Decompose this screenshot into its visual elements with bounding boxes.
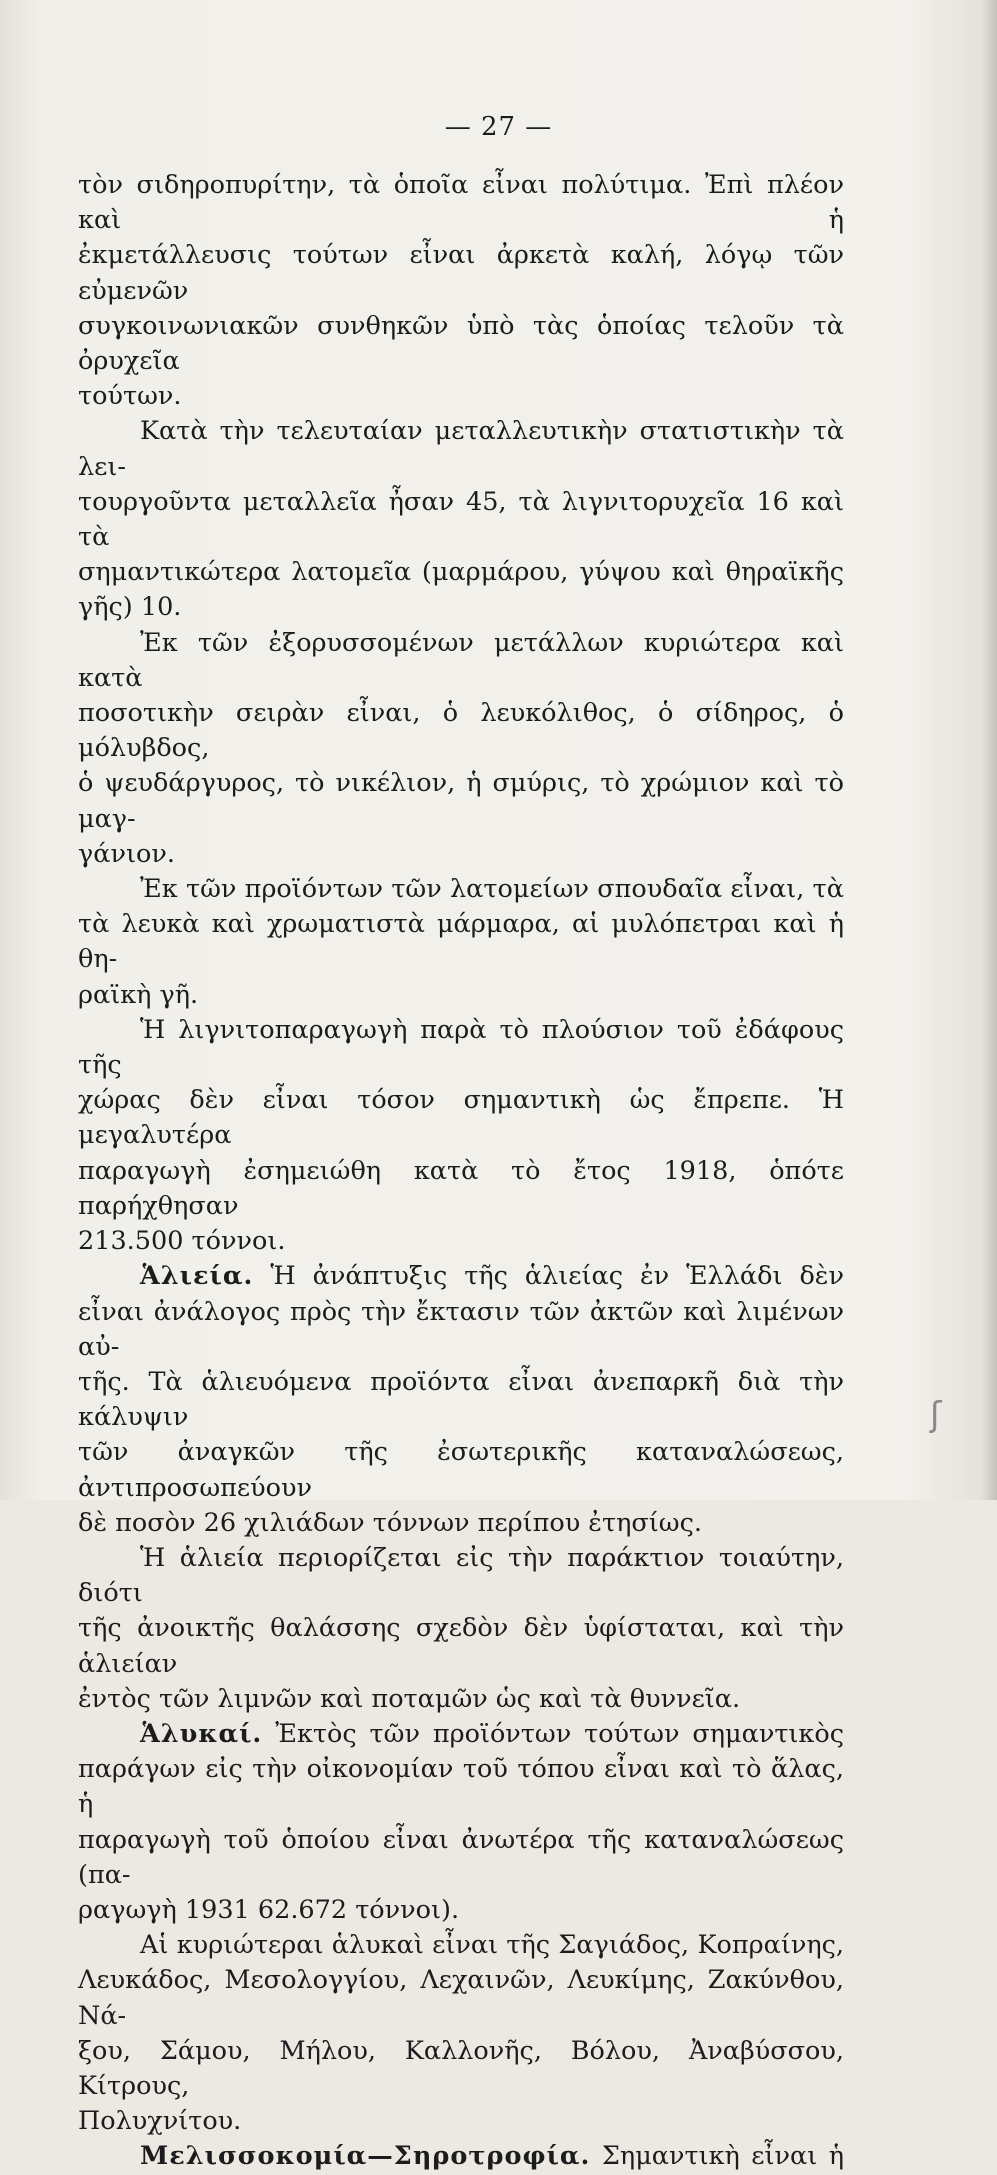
text-line: ποσοτικὴν σειρὰν εἶναι, ὁ λευκόλιθος, ὁ σίδηρος, ὁ μόλυβδος,	[78, 698, 844, 764]
text-line: Ἁλιεία. Ἡ ἀνάπτυξις τῆς ἁλιείας ἐν Ἑλλάδι δὲν	[140, 1261, 844, 1292]
text-line: σημαντικώτερα λατομεῖα (μαρμάρου, γύψου καὶ θηραϊκῆς	[78, 557, 844, 588]
text-line: ἐντὸς τῶν λιμνῶν καὶ ποταμῶν ὡς καὶ τὰ θυννεῖα.	[78, 1683, 741, 1714]
text-line: Λευκάδος, Μεσολογγίου, Λεχαινῶν, Λευκίμης, Ζακύνθου, Νά-	[78, 1965, 844, 2031]
text-line: χώρας δὲν εἶναι τόσον σημαντικὴ ὡς ἔπρεπε. Ἡ μεγαλυτέρα	[78, 1085, 844, 1151]
text-line: τουργοῦντα μεταλλεῖα ἦσαν 45, τὰ λιγνιτορυχεῖα 16 καὶ τὰ	[78, 486, 844, 553]
text-line: παράγων εἰς τὴν οἰκονομίαν τοῦ τόπου εἶναι καὶ τὸ ἅλας, ἡ	[78, 1754, 844, 1820]
text-line: τὸν σιδηροπυρίτην, τὰ ὁποῖα εἶναι πολύτιμα. Ἐπὶ πλέον καὶ ἡ	[78, 170, 844, 236]
page-number: — 27 —	[444, 112, 553, 142]
section-heading-salt-pans: Ἁλυκαί.	[140, 1718, 263, 1749]
text-line: συγκοινωνιακῶν συνθηκῶν ὑπὸ τὰς ὁποίας τελοῦν τὰ ὀρυχεῖα	[78, 310, 844, 377]
text-line: Ἡ λιγνιτοπαραγωγὴ παρὰ τὸ πλούσιον τοῦ ἐδάφους τῆς	[78, 1014, 844, 1081]
text-line: Ἁλυκαί. Ἐκτὸς τῶν προϊόντων τούτων σημαντικὸς	[140, 1718, 845, 1749]
text-line: ραγωγὴ 1931 62.672 τόννοι).	[78, 1894, 460, 1925]
text-line: ἐκμετάλλευσις τούτων εἶναι ἀρκετὰ καλή, λόγῳ τῶν εὐμενῶν	[78, 240, 844, 306]
text-line: τῶν ἀναγκῶν τῆς ἐσωτερικῆς καταναλώσεως, ἀντιπροσωπεύουν	[78, 1437, 844, 1503]
page-edge-shadow	[981, 0, 997, 1500]
text-line: γάνιον.	[78, 838, 175, 869]
text-line: 213.500 τόννοι.	[78, 1226, 286, 1257]
section-heading-fishing: Ἁλιεία.	[140, 1261, 254, 1292]
text-line: Αἱ κυριώτεραι ἁλυκαὶ εἶναι τῆς Σαγιάδος, Κοπραίνης,	[140, 1930, 844, 1961]
section-heading-beekeeping: Μελισσοκομία—Σηροτροφία.	[140, 2141, 591, 2172]
margin-pencil-mark: ʃ	[930, 1395, 942, 1435]
text-line: ραϊκὴ γῆ.	[78, 979, 199, 1010]
text-line: ὁ ψευδάργυρος, τὸ νικέλιον, ἡ σμύρις, τὸ χρώμιον καὶ τὸ μαγ-	[78, 768, 844, 834]
text-line: τῆς. Τὰ ἁλιευόμενα προϊόντα εἶναι ἀνεπαρκῆ διὰ τὴν κάλυψιν	[78, 1366, 844, 1433]
text-line: τὰ λευκὰ καὶ χρωματιστὰ μάρμαρα, αἱ μυλόπετραι καὶ ἡ θη-	[78, 909, 844, 975]
text-line: Κατὰ τὴν τελευταίαν μεταλλευτικὴν στατιστικὴν τὰ λει-	[78, 416, 844, 482]
text-line: τῆς ἀνοικτῆς θαλάσσης σχεδὸν δὲν ὑφίσταται, καὶ τὴν ἁλιείαν	[78, 1613, 844, 1679]
body-text	[78, 168, 844, 2175]
text-line: Ἡ ἁλιεία περιορίζεται εἰς τὴν παράκτιον τοιαύτην, διότι	[78, 1542, 844, 1609]
text-line: τούτων.	[78, 381, 182, 412]
text-line: Μελισσοκομία—Σηροτροφία. Σημαντικὴ εἶναι ἡ	[140, 2141, 845, 2172]
text-line: Ἐκ τῶν ἐξορυσσομένων μετάλλων κυριώτερα καὶ κατὰ	[78, 627, 844, 693]
text-line: Ἐκ τῶν προϊόντων τῶν λατομείων σπουδαῖα εἶναι, τὰ	[140, 874, 844, 905]
text-line: εἶναι ἀνάλογος πρὸς τὴν ἔκτασιν τῶν ἀκτῶν καὶ λιμένων αὐ-	[78, 1296, 844, 1362]
text-line: Πολυχνίτου.	[78, 2106, 242, 2137]
text-line: ξου, Σάμου, Μήλου, Καλλονῆς, Βόλου, Ἀναβύσσου, Κίτρους,	[78, 2035, 844, 2101]
text-line: παραγωγὴ ἐσημειώθη κατὰ τὸ ἔτος 1918, ὁπότε παρήχθησαν	[78, 1155, 844, 1221]
text-line: γῆς) 10.	[78, 592, 182, 623]
text-line: δὲ ποσὸν 26 χιλιάδων τόννων περίπου ἐτησίως.	[78, 1507, 702, 1538]
text-line: παραγωγὴ τοῦ ὁποίου εἶναι ἀνωτέρα τῆς καταναλώσεως (πα-	[78, 1824, 844, 1890]
